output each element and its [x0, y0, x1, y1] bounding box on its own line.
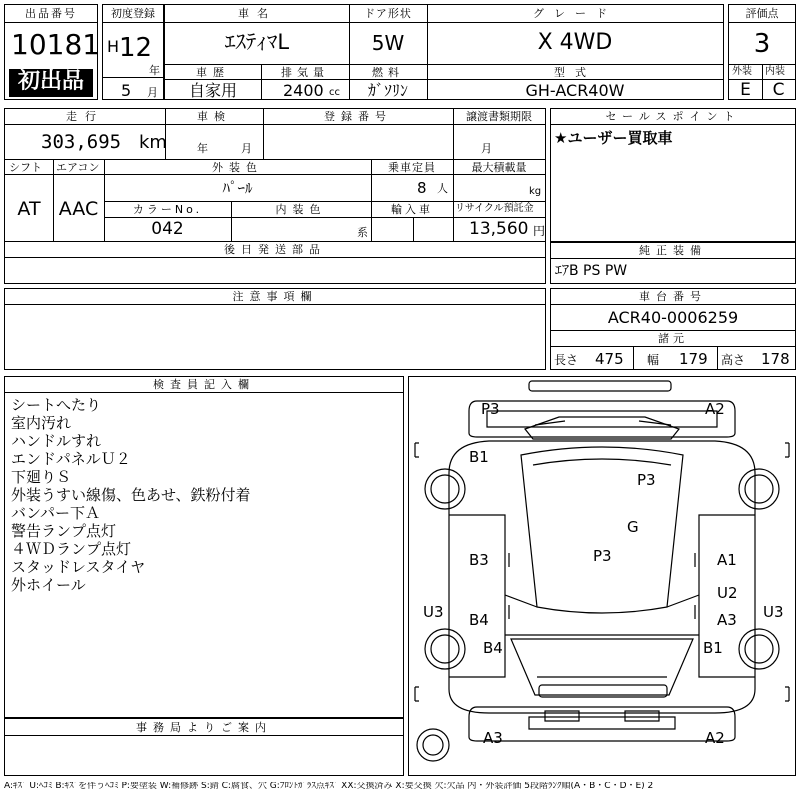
inspector-note: シートへたり	[11, 396, 102, 414]
damage-mark: P3	[593, 547, 612, 565]
inspection-label: 車検	[197, 110, 231, 123]
max-load-unit: kg	[529, 186, 542, 197]
width: 179	[679, 350, 708, 368]
equipment-text: ｴｱB PS PW	[555, 263, 628, 279]
reg-month-unit: 月	[147, 86, 158, 99]
mileage-unit: km	[139, 132, 167, 153]
era-letter: H	[107, 37, 120, 56]
inspector-notes-list	[11, 396, 251, 594]
mileage-label: 走行	[66, 110, 104, 123]
damage-mark: B4	[469, 611, 489, 629]
damage-mark: A3	[717, 611, 737, 629]
damage-mark: A2	[705, 729, 725, 747]
inspector-label: 検査員記入欄	[153, 378, 255, 391]
damage-mark: P3	[637, 471, 656, 489]
roof-shape	[521, 447, 683, 613]
car-outline-diagram	[409, 377, 795, 775]
car-name: ｴｽﾃｨﾏL	[224, 30, 290, 54]
score-box	[728, 4, 796, 100]
detail-grid	[4, 108, 546, 284]
front-panel-shape	[469, 707, 735, 741]
score: 3	[753, 29, 771, 59]
color-number-label: カラーNo.	[132, 203, 203, 216]
hood-shape	[511, 639, 693, 695]
lot-number-box	[4, 4, 101, 100]
height: 178	[761, 350, 790, 368]
sales-point-box	[550, 108, 796, 242]
dimensions-label: 諸元	[658, 332, 688, 345]
inspector-note: 警告ランプ点灯	[11, 522, 117, 540]
damage-mark: P3	[481, 400, 500, 418]
transfer-docs-label: 譲渡書類期限	[466, 110, 532, 123]
inspector-note: 室内汚れ	[11, 414, 72, 432]
spare-tire	[417, 729, 449, 761]
inspector-note: ４ＷＤランプ点灯	[11, 540, 132, 558]
rear-panel-shape	[469, 401, 735, 437]
inspector-note: 外装うすい線傷、色あせ、鉄粉付着	[11, 486, 251, 504]
notes-box	[4, 288, 546, 370]
car-name-label: 車名	[238, 7, 276, 20]
interior-color-label: 内装色	[275, 203, 327, 216]
damage-mark: B1	[703, 639, 723, 657]
fuel-label: 燃料	[372, 66, 404, 79]
model-label: 型式	[554, 66, 596, 79]
length: 475	[595, 350, 624, 368]
sales-point-label: セールスポイント	[605, 110, 741, 123]
reg-month: 5	[121, 81, 132, 100]
body-outline-shape	[449, 441, 755, 713]
length-label: 長さ	[554, 353, 579, 367]
displacement-label: 排気量	[281, 66, 329, 79]
inspector-note: エンドパネルＵ２	[11, 450, 131, 468]
displacement: 2400	[283, 81, 324, 100]
chassis-label: 車台番号	[639, 290, 707, 303]
office-notice-box	[4, 718, 404, 776]
import-label: 輸入車	[391, 203, 433, 216]
vehicle-header-box	[164, 4, 724, 100]
capacity: 8	[417, 179, 427, 197]
chassis-number: ACR40-0006259	[607, 308, 739, 327]
lot-number: 10181	[11, 28, 101, 61]
damage-mark: U3	[423, 603, 444, 621]
model-code: GH-ACR40W	[525, 81, 625, 100]
width-label: 幅	[647, 353, 660, 367]
inspector-note: スタッドレスタイヤ	[11, 558, 146, 576]
interior-label: 内装	[765, 66, 785, 77]
damage-mark: A1	[717, 551, 737, 569]
door-label: ドア形状	[364, 7, 412, 20]
mileage: 303,695	[41, 131, 122, 153]
damage-mark: A3	[483, 729, 503, 747]
recycle-fee-unit: 円	[533, 224, 546, 238]
reg-number-label: 登録番号	[324, 110, 392, 123]
damage-mark: U3	[763, 603, 784, 621]
equipment-box	[550, 242, 796, 284]
fuel: ｶﾞｿﾘﾝ	[367, 81, 408, 100]
history: 自家用	[188, 81, 237, 100]
first-listing-text: 初出品	[17, 69, 84, 94]
interior-color-unit: 系	[357, 226, 368, 239]
exterior-grade: E	[740, 80, 751, 100]
shift-label: シフト	[9, 161, 42, 174]
height-label: 高さ	[721, 353, 746, 367]
color-number: 042	[151, 219, 184, 239]
first-registration-box	[102, 4, 164, 100]
capacity-label: 乗車定員	[388, 161, 436, 174]
score-label: 評価点	[745, 7, 779, 20]
first-registration-label: 初度登録	[111, 7, 155, 20]
ac-label: エアコン	[56, 161, 100, 174]
chassis-box	[550, 288, 796, 370]
grade-label: グレード	[533, 7, 617, 20]
exterior-label: 外装	[732, 66, 752, 77]
inspector-note: 外ホイール	[11, 576, 86, 594]
lot-number-label: 出品番号	[25, 7, 77, 20]
damage-mark: U2	[717, 584, 738, 602]
inspection-year-unit: 年	[197, 142, 208, 155]
damage-mark: B4	[483, 639, 503, 657]
displacement-unit: cc	[329, 87, 340, 98]
equipment-label: 純正装備	[639, 244, 707, 257]
grade: X 4WD	[537, 30, 613, 55]
recycle-fee: 13,560	[469, 219, 529, 239]
recycle-label: リサイクル預託金	[455, 203, 534, 214]
inspector-note: ハンドルすれ	[11, 432, 102, 450]
exterior-color: ﾊﾟｰﾙ	[222, 179, 253, 197]
damage-diagram-box	[408, 376, 796, 776]
later-parts-label: 後日発送部品	[224, 243, 326, 256]
rear-bumper-shape	[529, 381, 671, 391]
door-type: 5W	[371, 31, 405, 55]
damage-mark: B1	[469, 448, 489, 466]
legend-footer: A:ｷｽﾞ U:ﾍｺﾐ B:ｷｽﾞを伴うﾍｺﾐ P:要塗装 W:補修跡 S:錆 C:腐食、穴 G:ﾌﾛﾝﾄｶﾞﾗｽ点ｷｽﾞ XX:交換済み X:要交換 欠:欠品 内・外装評価 5段階ﾗﾝｸ順(A・B・C・D・E) 2	[4, 782, 654, 791]
inspector-note: 下廻りＳ	[11, 468, 72, 486]
max-load-label: 最大積載量	[471, 161, 527, 174]
inspector-box	[4, 376, 404, 718]
ac: AAC	[58, 198, 99, 220]
notes-label: 注意事項欄	[232, 290, 318, 303]
exterior-color-label: 外装色	[212, 161, 263, 174]
reg-year-unit: 年	[149, 64, 160, 77]
history-label: 車歴	[196, 66, 230, 79]
capacity-unit: 人	[437, 182, 448, 195]
reg-year: 12	[119, 33, 153, 63]
sales-point-text: ★ユーザー買取車	[554, 129, 673, 147]
interior-grade: C	[772, 80, 785, 100]
transfer-month-unit: 月	[481, 142, 492, 155]
damage-mark: G	[627, 518, 639, 536]
shift: AT	[17, 198, 41, 220]
damage-mark: B3	[469, 551, 489, 569]
office-notice-label: 事務局よりご案内	[136, 721, 272, 734]
inspection-month-unit: 月	[241, 142, 252, 155]
inspector-note: バンパー下Ａ	[11, 504, 100, 522]
damage-mark: A2	[705, 400, 725, 418]
